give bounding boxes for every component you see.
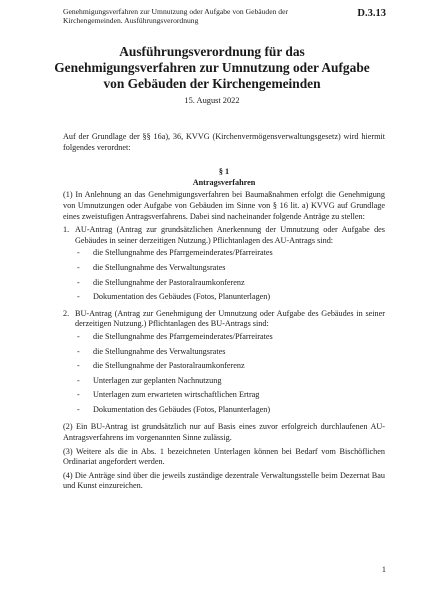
dash-bullet: - (77, 346, 80, 356)
page-number: 1 (381, 565, 386, 574)
list-item-number: 1. (63, 225, 70, 235)
attachment-text: die Stellungnahme des Verwaltungsrates (93, 346, 226, 356)
attachment-item (75, 248, 385, 263)
attachment-item (75, 263, 385, 278)
dash-bullet: - (77, 292, 80, 302)
attachment-text: Dokumentation des Gebäudes (Fotos, Planunterlagen) (93, 404, 271, 414)
dash-bullet: - (77, 248, 80, 258)
document-body (63, 132, 385, 495)
paragraph-4: (4) Die Anträge sind über die jeweils zuständige dezentrale Verwaltungsstelle beim Dezernat Bau und Kunst einzureichen. (63, 470, 385, 491)
attachment-item (75, 278, 385, 293)
attachment-text: die Stellungnahme der Pastoralraumkonferenz (93, 361, 245, 371)
dash-bullet: - (77, 375, 80, 385)
application-list (63, 225, 385, 419)
paragraph-2: (2) Ein BU-Antrag ist grundsätzlich nur auf Basis eines zuvor erfolgreich durchlaufenen AU-Antragsverfahrens im vorgenannten Sinne zulässig. (63, 422, 385, 443)
attachment-text: Unterlagen zur geplanten Nachnutzung (93, 375, 222, 385)
attachment-list (75, 248, 385, 306)
document-number: D.3.13 (357, 8, 386, 19)
attachment-item (75, 332, 385, 347)
list-item-text: BU-Antrag (Antrag zur Genehmigung der Umnutzung oder Aufgabe des Gebäudes in seiner derzeitigen Nutzung.) Pflichtanlagen des BU-Antrags sind: (75, 308, 385, 329)
document-date: 15. August 2022 (184, 96, 240, 105)
attachment-text: die Stellungnahme des Pfarrgemeinderates/Pfarreirates (93, 248, 273, 258)
list-item (63, 225, 385, 307)
attachment-item (75, 292, 385, 307)
dash-bullet: - (77, 262, 80, 272)
paragraph-1: (1) In Anlehnung an das Genehmigungsverfahren bei Baumaßnahmen erfolgt die Genehmigung von Umnutzungen oder Aufgabe von Gebäuden im Sinne von § 16 lit. a) KVVG auf Grundlage eines zweistufigen Antragsverfahrens. Dabei sind nacheinander folgende Anträge zu stellen: (63, 190, 385, 221)
running-header: Genehmigungsverfahren zur Umnutzung oder Aufgabe von Gebäuden der Kirchengemeinden. Ausführungsverordnung (63, 7, 288, 26)
dash-bullet: - (77, 404, 80, 414)
document-title: Ausführungsverordnung für das Genehmigungsverfahren zur Umnutzung oder Aufgabe von Gebäuden der Kirchengemeinden (54, 44, 370, 92)
attachment-item (75, 390, 385, 405)
attachment-text: die Stellungnahme des Pfarrgemeinderates/Pfarreirates (93, 331, 273, 341)
attachment-item (75, 361, 385, 376)
intro-paragraph: Auf der Grundlage der §§ 16a), 36, KVVG (Kirchenvermögensverwaltungsgesetz) wird hiermit folgendes verordnet: (63, 132, 385, 152)
dash-bullet: - (77, 390, 80, 400)
attachment-text: Dokumentation des Gebäudes (Fotos, Planunterlagen) (93, 292, 271, 302)
attachment-list (75, 332, 385, 420)
attachment-text: die Stellungnahme des Verwaltungsrates (93, 262, 226, 272)
attachment-item (75, 405, 385, 420)
list-item-number: 2. (63, 308, 70, 318)
attachment-text: Unterlagen zum erwarteten wirtschaftlichen Ertrag (93, 390, 260, 400)
list-item-text: AU-Antrag (Antrag zur grundsätzlichen Anerkennung der Umnutzung oder Aufgabe des Gebäudes in seiner derzeitigen Nutzung.) Pflichtanlagen des AU-Antrags sind: (75, 225, 385, 245)
attachment-item (75, 376, 385, 391)
attachment-item (75, 347, 385, 362)
paragraph-3: (3) Weitere als die in Abs. 1 bezeichneten Unterlagen können bei Bedarf vom Bischöflichen Ordinariat angefordert werden. (63, 446, 385, 467)
dash-bullet: - (77, 361, 80, 371)
attachment-text: die Stellungnahme der Pastoralraumkonferenz (93, 277, 245, 287)
section-title: Antragsverfahren (192, 177, 256, 187)
list-item (63, 309, 385, 420)
dash-bullet: - (77, 331, 80, 341)
dash-bullet: - (77, 277, 80, 287)
section-number: § 1 (218, 167, 230, 177)
